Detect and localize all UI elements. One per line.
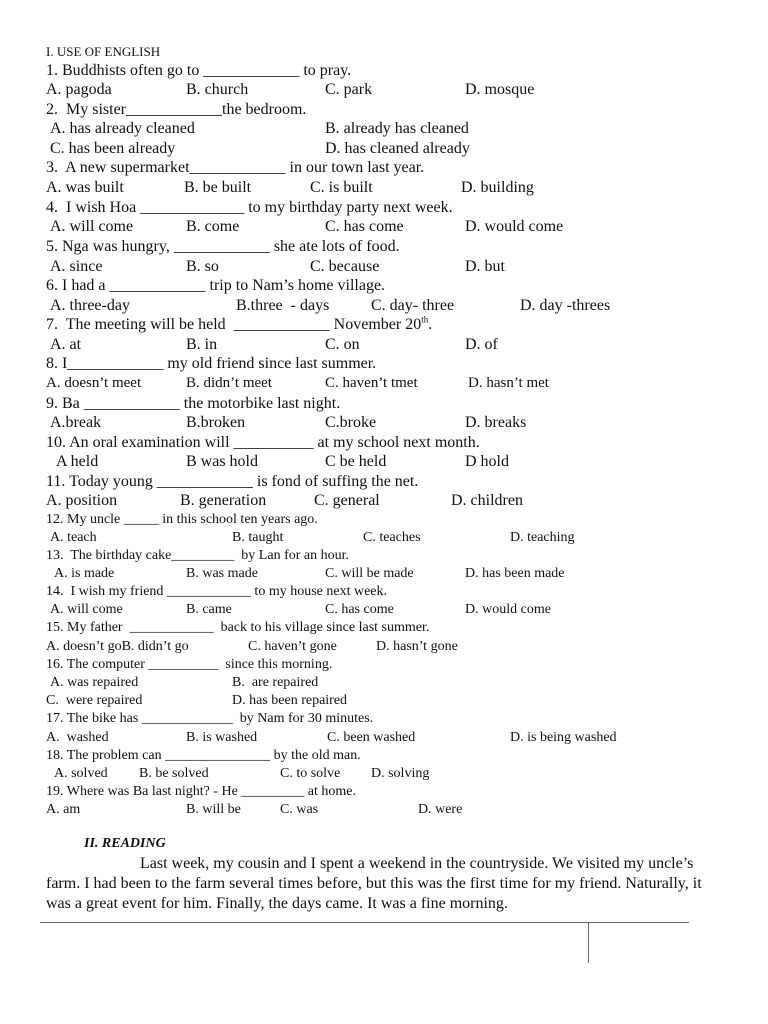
- option-a: A. doesn’t meet: [46, 375, 142, 391]
- option-b: B. be built: [184, 179, 252, 196]
- option-b: B. already has cleaned: [325, 120, 469, 137]
- option-b: B. church: [186, 81, 249, 98]
- question-stem: 2. My sister____________the bedroom.: [46, 101, 307, 118]
- option-c: C. to solve: [280, 766, 341, 781]
- option-b: B. came: [186, 602, 232, 617]
- option-d: D. of: [465, 336, 498, 353]
- option-a: A.break: [50, 414, 102, 431]
- section-title-use-of-english: I. USE OF ENGLISH: [46, 44, 161, 59]
- option-a: A. washed: [46, 730, 109, 745]
- option-a: A. will come: [50, 218, 134, 235]
- option-a: A. am: [46, 802, 81, 817]
- option-b: B was hold: [186, 453, 258, 470]
- option-c: C. been washed: [327, 730, 416, 745]
- reading-paragraph: Last week, my cousin and I spent a weekend in the countryside. We visited my uncle’s farm. I had been to the farm several times before, but this was the first time for my friend. Naturally, it was a great event for him. Finally, the days came. It was a fine morning.: [46, 855, 702, 912]
- option-d: D. mosque: [465, 81, 535, 98]
- divider-line: [40, 922, 689, 923]
- option-d: D. building: [461, 179, 534, 196]
- question-stem: 6. I had a ____________ trip to Nam’s home village.: [46, 277, 386, 294]
- option-c: C. teaches: [363, 530, 421, 545]
- option-a: A. was repaired: [50, 675, 139, 690]
- option-b: B. come: [186, 218, 240, 235]
- option-c: C. haven’t gone: [248, 639, 337, 654]
- option-d: D. has been repaired: [232, 693, 348, 708]
- option-d: D hold: [465, 453, 509, 470]
- option-d: D. teaching: [510, 530, 575, 545]
- option-d: D. day -threes: [520, 297, 611, 314]
- option-d: D. would come: [465, 602, 551, 617]
- option-b: B.broken: [186, 414, 246, 431]
- option-b: B. are repaired: [232, 675, 319, 690]
- question-stem: 3. A new supermarket____________ in our town last year.: [46, 159, 425, 176]
- option-a-b: A. doesn’t goB. didn’t go: [46, 639, 189, 654]
- option-b: B. didn’t meet: [186, 375, 272, 391]
- option-d: D. solving: [371, 766, 430, 781]
- option-b: B. taught: [232, 530, 284, 545]
- option-c: C be held: [325, 453, 387, 470]
- option-a: A. will come: [50, 602, 123, 617]
- option-c: C. was: [280, 802, 319, 817]
- option-c: C. haven’t tmet: [325, 375, 418, 391]
- option-a: A. pagoda: [46, 81, 112, 98]
- option-a: A. three-day: [50, 297, 130, 314]
- option-a: A. has already cleaned: [50, 120, 195, 137]
- option-c: C.broke: [325, 414, 377, 431]
- option-d: D. were: [418, 802, 463, 817]
- option-d: D. is being washed: [510, 730, 617, 745]
- option-a: A. solved: [54, 766, 108, 781]
- option-c: C. will be made: [325, 566, 414, 581]
- option-b: B. be solved: [139, 766, 209, 781]
- option-d: D. but: [465, 258, 505, 275]
- question-stem: 13. The birthday cake_________ by Lan for an hour.: [46, 548, 350, 563]
- option-b: B. will be: [186, 802, 241, 817]
- option-d: D. hasn’t gone: [376, 639, 458, 654]
- option-c: C. on: [325, 336, 360, 353]
- question-stem: 18. The problem can _______________ by the old man.: [46, 748, 361, 763]
- option-d: D. has been made: [465, 566, 565, 581]
- option-c: C. were repaired: [46, 693, 143, 708]
- option-c: C. because: [310, 258, 380, 275]
- question-stem: 5. Nga was hungry, ____________ she ate lots of food.: [46, 238, 400, 255]
- option-c: C. is built: [310, 179, 373, 196]
- option-b: B. so: [186, 258, 219, 275]
- question-stem: 16. The computer __________ since this morning.: [46, 657, 333, 672]
- option-a: A. is made: [54, 566, 115, 581]
- option-b: B. is washed: [186, 730, 258, 745]
- option-d: D. has cleaned already: [325, 140, 470, 157]
- divider-tick: [588, 923, 589, 963]
- option-d: D. children: [451, 492, 523, 509]
- option-a: A. position: [46, 492, 118, 509]
- question-stem: 14. I wish my friend ____________ to my house next week.: [46, 584, 388, 599]
- option-a: A held: [56, 453, 99, 470]
- option-c: C. general: [314, 492, 380, 509]
- option-c: C. has come: [325, 602, 394, 617]
- section-title-reading: II. READING: [84, 836, 166, 851]
- question-stem: 4. I wish Hoa _____________ to my birthday party next week.: [46, 199, 453, 216]
- question-stem: 8. I____________ my old friend since last summer.: [46, 355, 377, 372]
- option-a: A. teach: [50, 530, 97, 545]
- option-c: C. has come: [325, 218, 404, 235]
- option-a: A. was built: [46, 179, 124, 196]
- question-stem: 19. Where was Ba last night? - He _________ at home.: [46, 784, 357, 799]
- question-stem: 1. Buddhists often go to ____________ to pray.: [46, 62, 352, 79]
- option-b: B. generation: [180, 492, 267, 509]
- option-a: A. at: [50, 336, 82, 353]
- option-c: C. day- three: [371, 297, 455, 314]
- option-b: B. in: [186, 336, 218, 353]
- option-c: C. has been already: [50, 140, 176, 157]
- option-c: C. park: [325, 81, 373, 98]
- question-stem: 9. Ba ____________ the motorbike last night.: [46, 395, 341, 412]
- question-stem: 11. Today young ____________ is fond of suffing the net.: [46, 473, 419, 490]
- question-stem: 12. My uncle _____ in this school ten years ago.: [46, 512, 318, 527]
- option-a: A. since: [50, 258, 103, 275]
- question-stem: 15. My father ____________ back to his village since last summer.: [46, 620, 430, 635]
- question-stem: 7. The meeting will be held ____________ November 20th.: [46, 314, 433, 333]
- option-d: D. hasn’t met: [468, 375, 549, 391]
- option-d: D. would come: [465, 218, 564, 235]
- question-stem: 17. The bike has _____________ by Nam for 30 minutes.: [46, 711, 374, 726]
- option-b: B. was made: [186, 566, 258, 581]
- option-d: D. breaks: [465, 414, 527, 431]
- option-b: B.three - days: [236, 297, 330, 314]
- question-stem: 10. An oral examination will __________ at my school next month.: [46, 434, 480, 451]
